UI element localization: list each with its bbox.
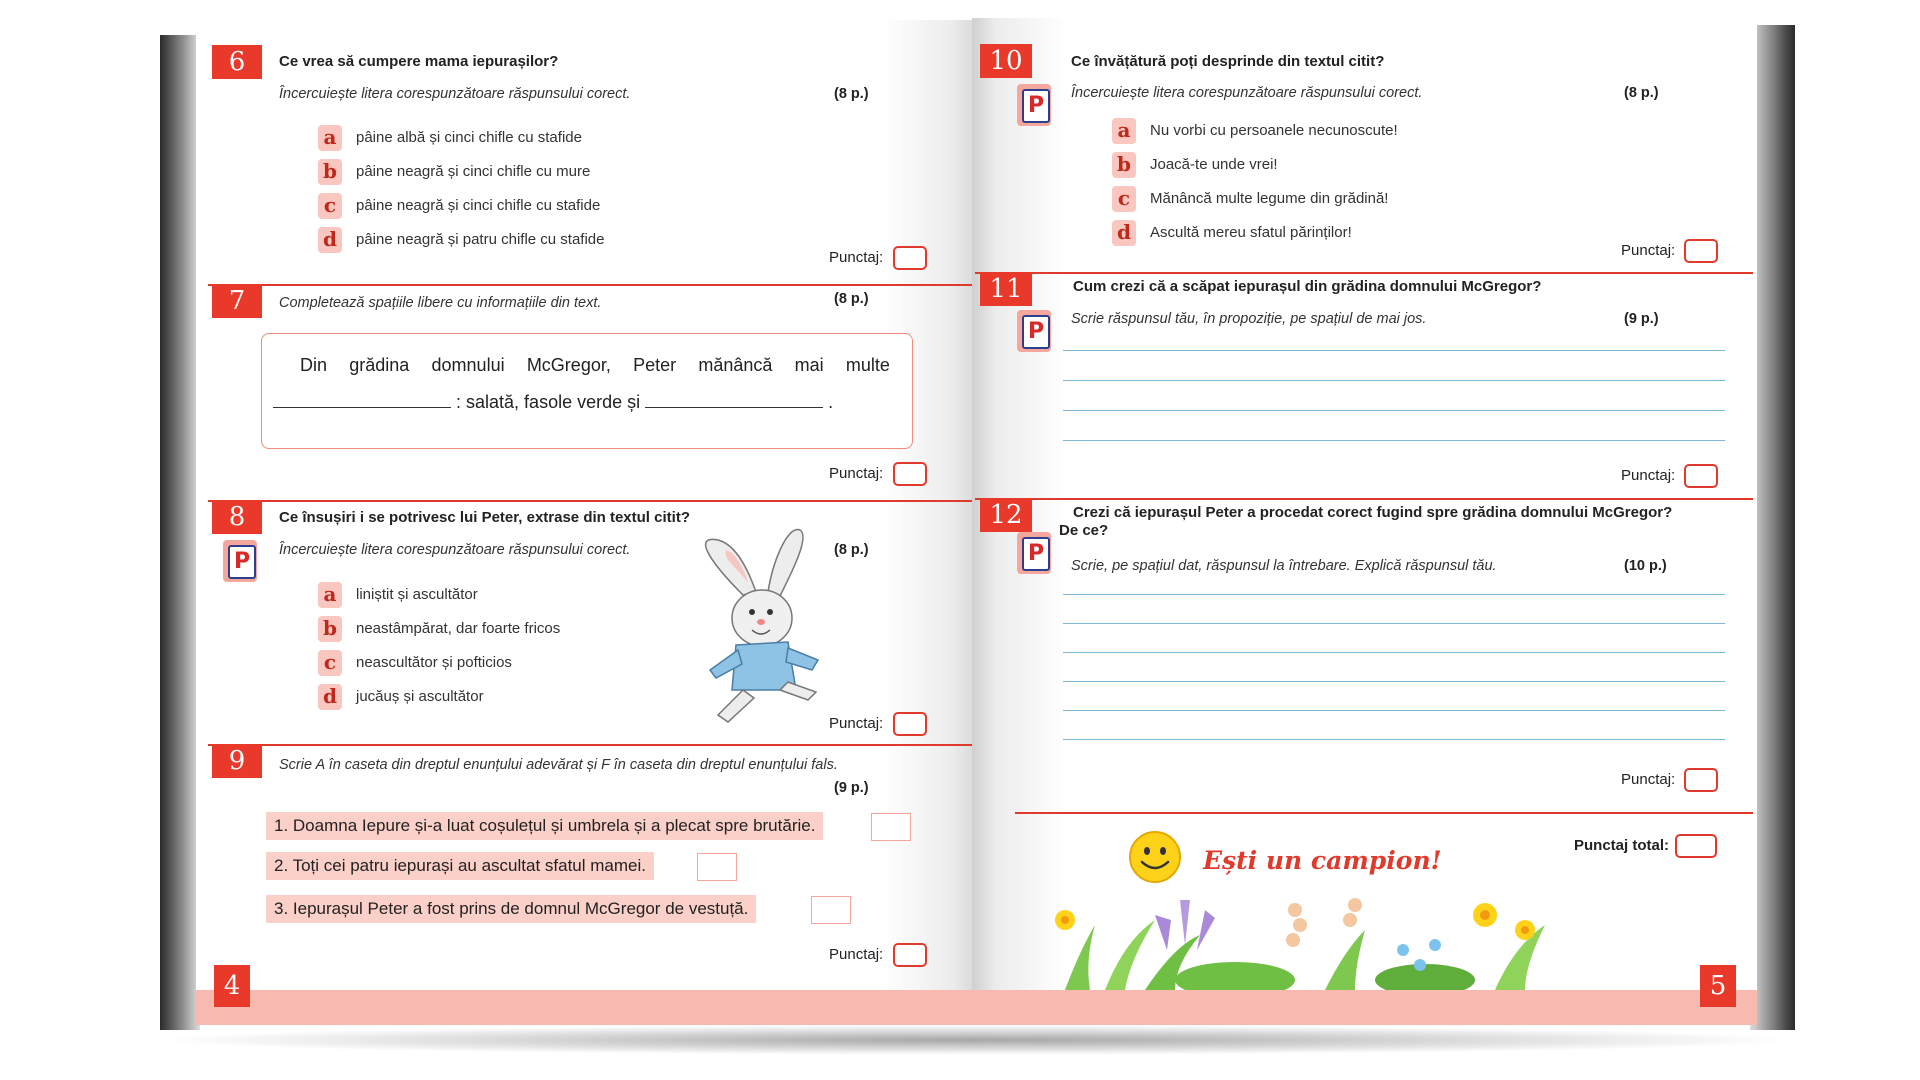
answer-line[interactable] [1063,710,1725,711]
option-text: Joacă-te unde vrei! [1150,156,1278,173]
question-6-number: 6 [212,45,262,79]
fill-mid-text: : salată, fasole verde și [456,392,641,412]
total-score-label: Punctaj total: [1574,837,1670,854]
question-9-score-label: Punctaj: [829,946,884,963]
divider [975,498,1753,500]
right-bottom-band [972,990,1757,1025]
option-letter: c [1112,186,1136,212]
flowers-illustration [1025,890,1585,990]
question-7-number: 7 [212,284,262,318]
left-page-number: 4 [214,965,250,1007]
option-letter: d [318,227,342,253]
option-letter: d [318,684,342,710]
true-false-statement-3: 3. Iepurașul Peter a fost prins de domnul McGregor de vestuță. [266,895,756,923]
question-6-score-label: Punctaj: [829,249,884,266]
question-8-points: (8 p.) [834,542,869,558]
question-10-score-box[interactable] [1684,239,1718,263]
word: multe [845,355,890,375]
question-11-number: 11 [980,272,1032,306]
answer-line[interactable] [1063,594,1725,595]
question-6-instruction: Încercuiește litera corespunzătoare răspunsului corect. [279,86,631,102]
question-7-score-label: Punctaj: [829,465,884,482]
option-letter: b [1112,152,1136,178]
answer-line[interactable] [1063,739,1725,740]
question-10-title: Ce învățătură poți desprinde din textul citit? [1071,53,1385,70]
question-10-points: (8 p.) [1624,85,1659,101]
left-bottom-band [196,990,976,1025]
question-11-instruction: Scrie răspunsul tău, în propoziție, pe spațiul de mai jos. [1071,311,1427,327]
p-badge-icon: P [1017,84,1051,126]
true-false-box-1[interactable] [871,813,911,841]
question-11-points: (9 p.) [1624,311,1659,327]
word: grădina [349,355,410,375]
answer-line[interactable] [1063,623,1725,624]
question-12-points: (10 p.) [1624,558,1667,574]
question-8-instruction: Încercuiește litera corespunzătoare răspunsului corect. [279,542,631,558]
true-false-box-3[interactable] [811,896,851,924]
p-badge-icon: P [223,540,257,582]
answer-blank-1[interactable] [273,393,451,408]
word: Din [300,355,328,375]
answer-line[interactable] [1063,652,1725,653]
right-page-number: 5 [1700,965,1736,1007]
option-text: neastâmpărat, dar foarte fricos [356,620,561,637]
true-false-statement-2: 2. Toți cei patru iepurași au ascultat sfatul mamei. [266,852,654,880]
question-8-score-box[interactable] [893,712,927,736]
question-10-instruction: Încercuiește litera corespunzătoare răspunsului corect. [1071,85,1423,101]
fill-in-sentence-line-2 [273,392,833,413]
word: McGregor, [526,355,611,375]
question-12-score-label: Punctaj: [1621,771,1676,788]
option-text: jucăuș și ascultător [356,688,484,705]
option-text: neascultător și pofticios [356,654,512,671]
divider [1015,812,1753,814]
question-11-title: Cum crezi că a scăpat iepurașul din grădina domnului McGregor? [1073,278,1542,295]
option-text: Ascultă mereu sfatul părinților! [1150,224,1352,241]
answer-blank-2[interactable] [645,393,823,408]
word: Peter [633,355,677,375]
option-text: Nu vorbi cu persoanele necunoscute! [1150,122,1398,139]
question-10-number: 10 [980,44,1032,78]
option-letter: d [1112,220,1136,246]
question-12-title: Crezi că iepurașul Peter a procedat corect fugind spre grădina domnului McGregor? [1073,504,1673,521]
question-12-title-line-2: De ce? [1059,522,1109,539]
smiley-icon [1127,829,1183,885]
option-text: pâine albă și cinci chifle cu stafide [356,129,582,146]
question-6-points: (8 p.) [834,86,869,102]
option-text: pâine neagră și cinci chifle cu mure [356,163,591,180]
question-7-instruction: Completează spațiile libere cu informațiile din text. [279,295,602,311]
answer-line[interactable] [1063,380,1725,381]
question-9-instruction: Scrie A în caseta din dreptul enunțului adevărat și F în caseta din dreptul enunțului fals. [279,757,838,773]
question-12-number: 12 [980,498,1032,532]
book-shadow [150,1025,1800,1055]
option-letter: b [318,159,342,185]
option-text: pâine neagră și cinci chifle cu stafide [356,197,601,214]
total-score-box[interactable] [1675,834,1717,858]
question-11-score-label: Punctaj: [1621,467,1676,484]
option-letter: b [318,616,342,642]
page-stack-left [160,35,200,1030]
question-9-number: 9 [212,744,262,778]
question-8-title: Ce însușiri i se potrivesc lui Peter, extrase din textul citit? [279,509,690,526]
answer-line[interactable] [1063,350,1725,351]
question-11-score-box[interactable] [1684,464,1718,488]
divider [208,500,976,502]
p-badge-icon: P [1017,310,1051,352]
option-text: liniștit și ascultător [356,586,478,603]
word: mănâncă [698,355,773,375]
true-false-statement-1: 1. Doamna Iepure și-a luat coșulețul și umbrela și a plecat spre brutărie. [266,812,823,840]
question-6-title: Ce vrea să cumpere mama iepurașilor? [279,53,559,70]
option-letter: a [1112,118,1136,144]
divider [208,744,976,746]
answer-line[interactable] [1063,681,1725,682]
question-10-score-label: Punctaj: [1621,242,1676,259]
option-letter: a [318,125,342,151]
divider [208,284,976,286]
option-text: pâine neagră și patru chifle cu stafide [356,231,605,248]
question-9-score-box[interactable] [893,943,927,967]
option-text: Mănâncă multe legume din grădină! [1150,190,1389,207]
answer-line[interactable] [1063,440,1725,441]
fill-in-sentence-line-1 [300,355,890,376]
divider [975,272,1753,274]
fill-end-text: . [828,392,834,412]
p-badge-icon: P [1017,532,1051,574]
answer-line[interactable] [1063,410,1725,411]
question-8-number: 8 [212,500,262,534]
option-letter: a [318,582,342,608]
fill-in-box [261,333,913,449]
true-false-box-2[interactable] [697,853,737,881]
word: mai [794,355,824,375]
word: domnului [431,355,505,375]
question-12-score-box[interactable] [1684,768,1718,792]
question-9-points: (9 p.) [834,780,869,796]
question-7-points: (8 p.) [834,291,869,307]
question-6-score-box[interactable] [893,246,927,270]
option-letter: c [318,650,342,676]
bunny-illustration [688,520,848,730]
question-7-score-box[interactable] [893,462,927,486]
champion-message: Ești un campion! [1203,846,1442,875]
option-letter: c [318,193,342,219]
question-8-score-label: Punctaj: [829,715,884,732]
question-12-instruction: Scrie, pe spațiul dat, răspunsul la întrebare. Explică răspunsul tău. [1071,558,1497,574]
